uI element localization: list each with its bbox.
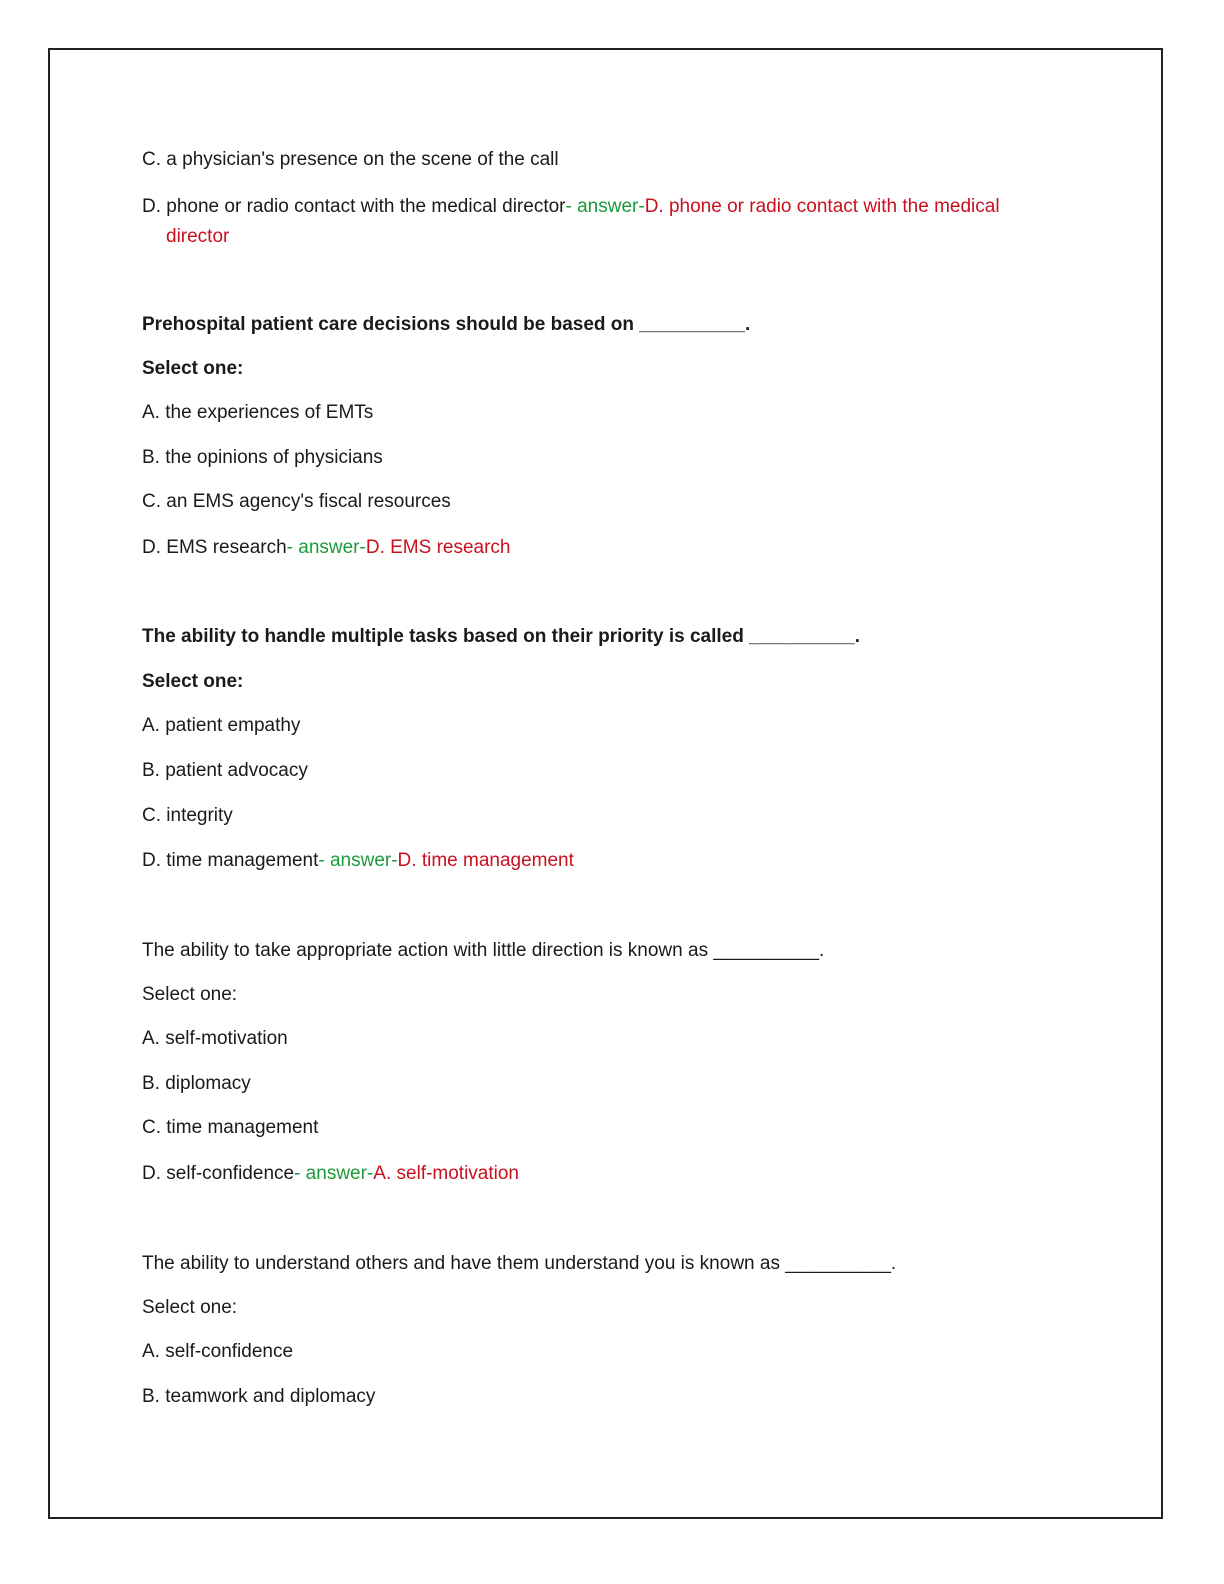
q2-option-d <box>142 846 574 876</box>
answer-label: - answer- <box>294 1163 374 1184</box>
answer-label: - answer- <box>286 537 366 558</box>
answer-label: - answer- <box>318 850 398 871</box>
q2-option-c: C. integrity <box>142 805 233 826</box>
option-text: C. a physician's presence on the scene of the call <box>142 149 559 170</box>
answer-label: - answer- <box>565 196 645 217</box>
option-text: D. self-confidence <box>142 1163 295 1184</box>
q2-select-one: Select one: <box>142 671 244 692</box>
q1-option-d <box>142 533 511 563</box>
q4-option-a: A. self-confidence <box>142 1341 294 1362</box>
q0-option-c <box>142 145 559 175</box>
q4-select-one: Select one: <box>142 1297 238 1318</box>
answer-value: D. time management <box>397 850 574 871</box>
q0-option-d <box>142 192 1082 252</box>
q2-option-b: B. patient advocacy <box>142 760 308 781</box>
q3-option-b: B. diplomacy <box>142 1073 251 1094</box>
q3-option-c: C. time management <box>142 1117 319 1138</box>
q3-option-d <box>142 1159 519 1189</box>
q3-question: The ability to take appropriate action with little direction is known as __________. <box>142 940 825 961</box>
option-text: D. EMS research <box>142 537 287 558</box>
answer-value: D. EMS research <box>365 537 511 558</box>
answer-value-continued: director <box>166 226 230 247</box>
q1-option-a: A. the experiences of EMTs <box>142 402 374 423</box>
q1-question: Prehospital patient care decisions should be based on __________. <box>142 314 751 335</box>
q3-select-one: Select one: <box>142 984 238 1005</box>
answer-value: D. phone or radio contact with the medical <box>644 196 1000 217</box>
q1-select-one: Select one: <box>142 358 244 379</box>
q4-question: The ability to understand others and have them understand you is known as __________. <box>142 1253 897 1274</box>
q1-option-b: B. the opinions of physicians <box>142 447 383 468</box>
option-text: D. time management <box>142 850 319 871</box>
option-text: D. phone or radio contact with the medical director <box>142 196 566 217</box>
q1-option-c: C. an EMS agency's fiscal resources <box>142 491 451 512</box>
answer-value: A. self-motivation <box>373 1163 519 1184</box>
q4-option-b: B. teamwork and diplomacy <box>142 1386 376 1407</box>
q2-question: The ability to handle multiple tasks based on their priority is called __________. <box>142 626 861 647</box>
q2-option-a: A. patient empathy <box>142 715 301 736</box>
q3-option-a: A. self-motivation <box>142 1028 288 1049</box>
